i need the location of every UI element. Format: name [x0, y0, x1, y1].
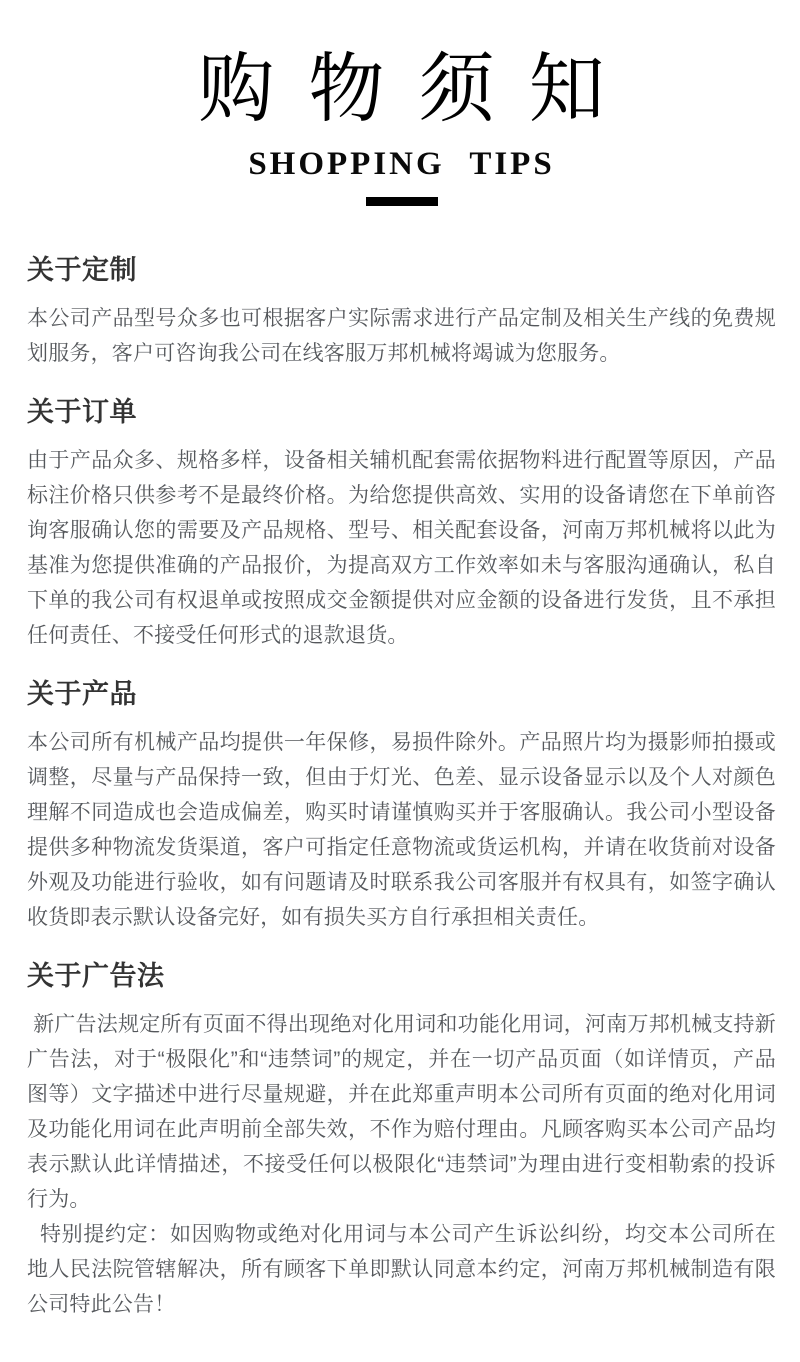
- section-heading-products: 关于产品: [27, 679, 137, 710]
- section-customization: [27, 253, 776, 371]
- page-title: 购物须知: [198, 48, 639, 132]
- title-underline-bar: [366, 197, 438, 206]
- page-subtitle: SHOPPING TIPS: [248, 146, 555, 183]
- section-heading-orders: 关于订单: [27, 396, 137, 427]
- section-orders: [27, 395, 776, 653]
- section-products: [27, 677, 776, 935]
- section-body-advertising-law-special-note: 特别提约定：如因购物或绝对化用词与本公司产生诉讼纠纷，均交本公司所在地人民法院管辖解决，所有顾客下单即默认同意本约定，河南万邦机械制造有限公司特此公告！: [27, 1223, 777, 1317]
- section-body-orders: 由于产品众多、规格多样，设备相关辅机配套需依据物料进行配置等原因，产品标注价格只供参考不是最终价格。为给您提供高效、实用的设备请您在下单前咨询客服确认您的需要及产品规格、型号、相关配套设备，河南万邦机械将以此为基准为您提供准确的产品报价，为提高双方工作效率如未与客服沟通确认，私自下单的我公司有权退单或按照成交金额提供对应金额的设备进行发货，且不承担任何责任、不接受任何形式的退款退货。: [27, 449, 776, 648]
- section-heading-advertising-law: 关于广告法: [27, 961, 165, 992]
- section-body-advertising-law: 新广告法规定所有页面不得出现绝对化用词和功能化用词，河南万邦机械支持新广告法，对于“极限化”和“违禁词”的规定，并在一切产品页面（如详情页，产品图等）文字描述中进行尽量规避，并在此郑重声明本公司所有页面的绝对化用词及功能化用词在此声明前全部失效，不作为赔付理由。凡顾客购买本公司产品均表示默认此详情描述，不接受任何以极限化“违禁词”为理由进行变相勒索的投诉行为。: [27, 1013, 776, 1212]
- page-header: [27, 42, 776, 206]
- section-advertising-law: [27, 959, 776, 1322]
- section-body-products: 本公司所有机械产品均提供一年保修，易损件除外。产品照片均为摄影师拍摄或调整，尽量与产品保持一致，但由于灯光、色差、显示设备显示以及个人对颜色理解不同造成也会造成偏差，购买时请谨慎购买并于客服确认。我公司小型设备提供多种物流发货渠道，客户可指定任意物流或货运机构，并请在收货前对设备外观及功能进行验收，如有问题请及时联系我公司客服并有权具有，如签字确认收货即表示默认设备完好，如有损失买方自行承担相关责任。: [27, 731, 776, 930]
- section-heading-customization: 关于定制: [27, 254, 137, 285]
- section-body-customization: 本公司产品型号众多也可根据客户实际需求进行产品定制及相关生产线的免费规划服务，客户可咨询我公司在线客服万邦机械将竭诚为您服务。: [27, 306, 776, 365]
